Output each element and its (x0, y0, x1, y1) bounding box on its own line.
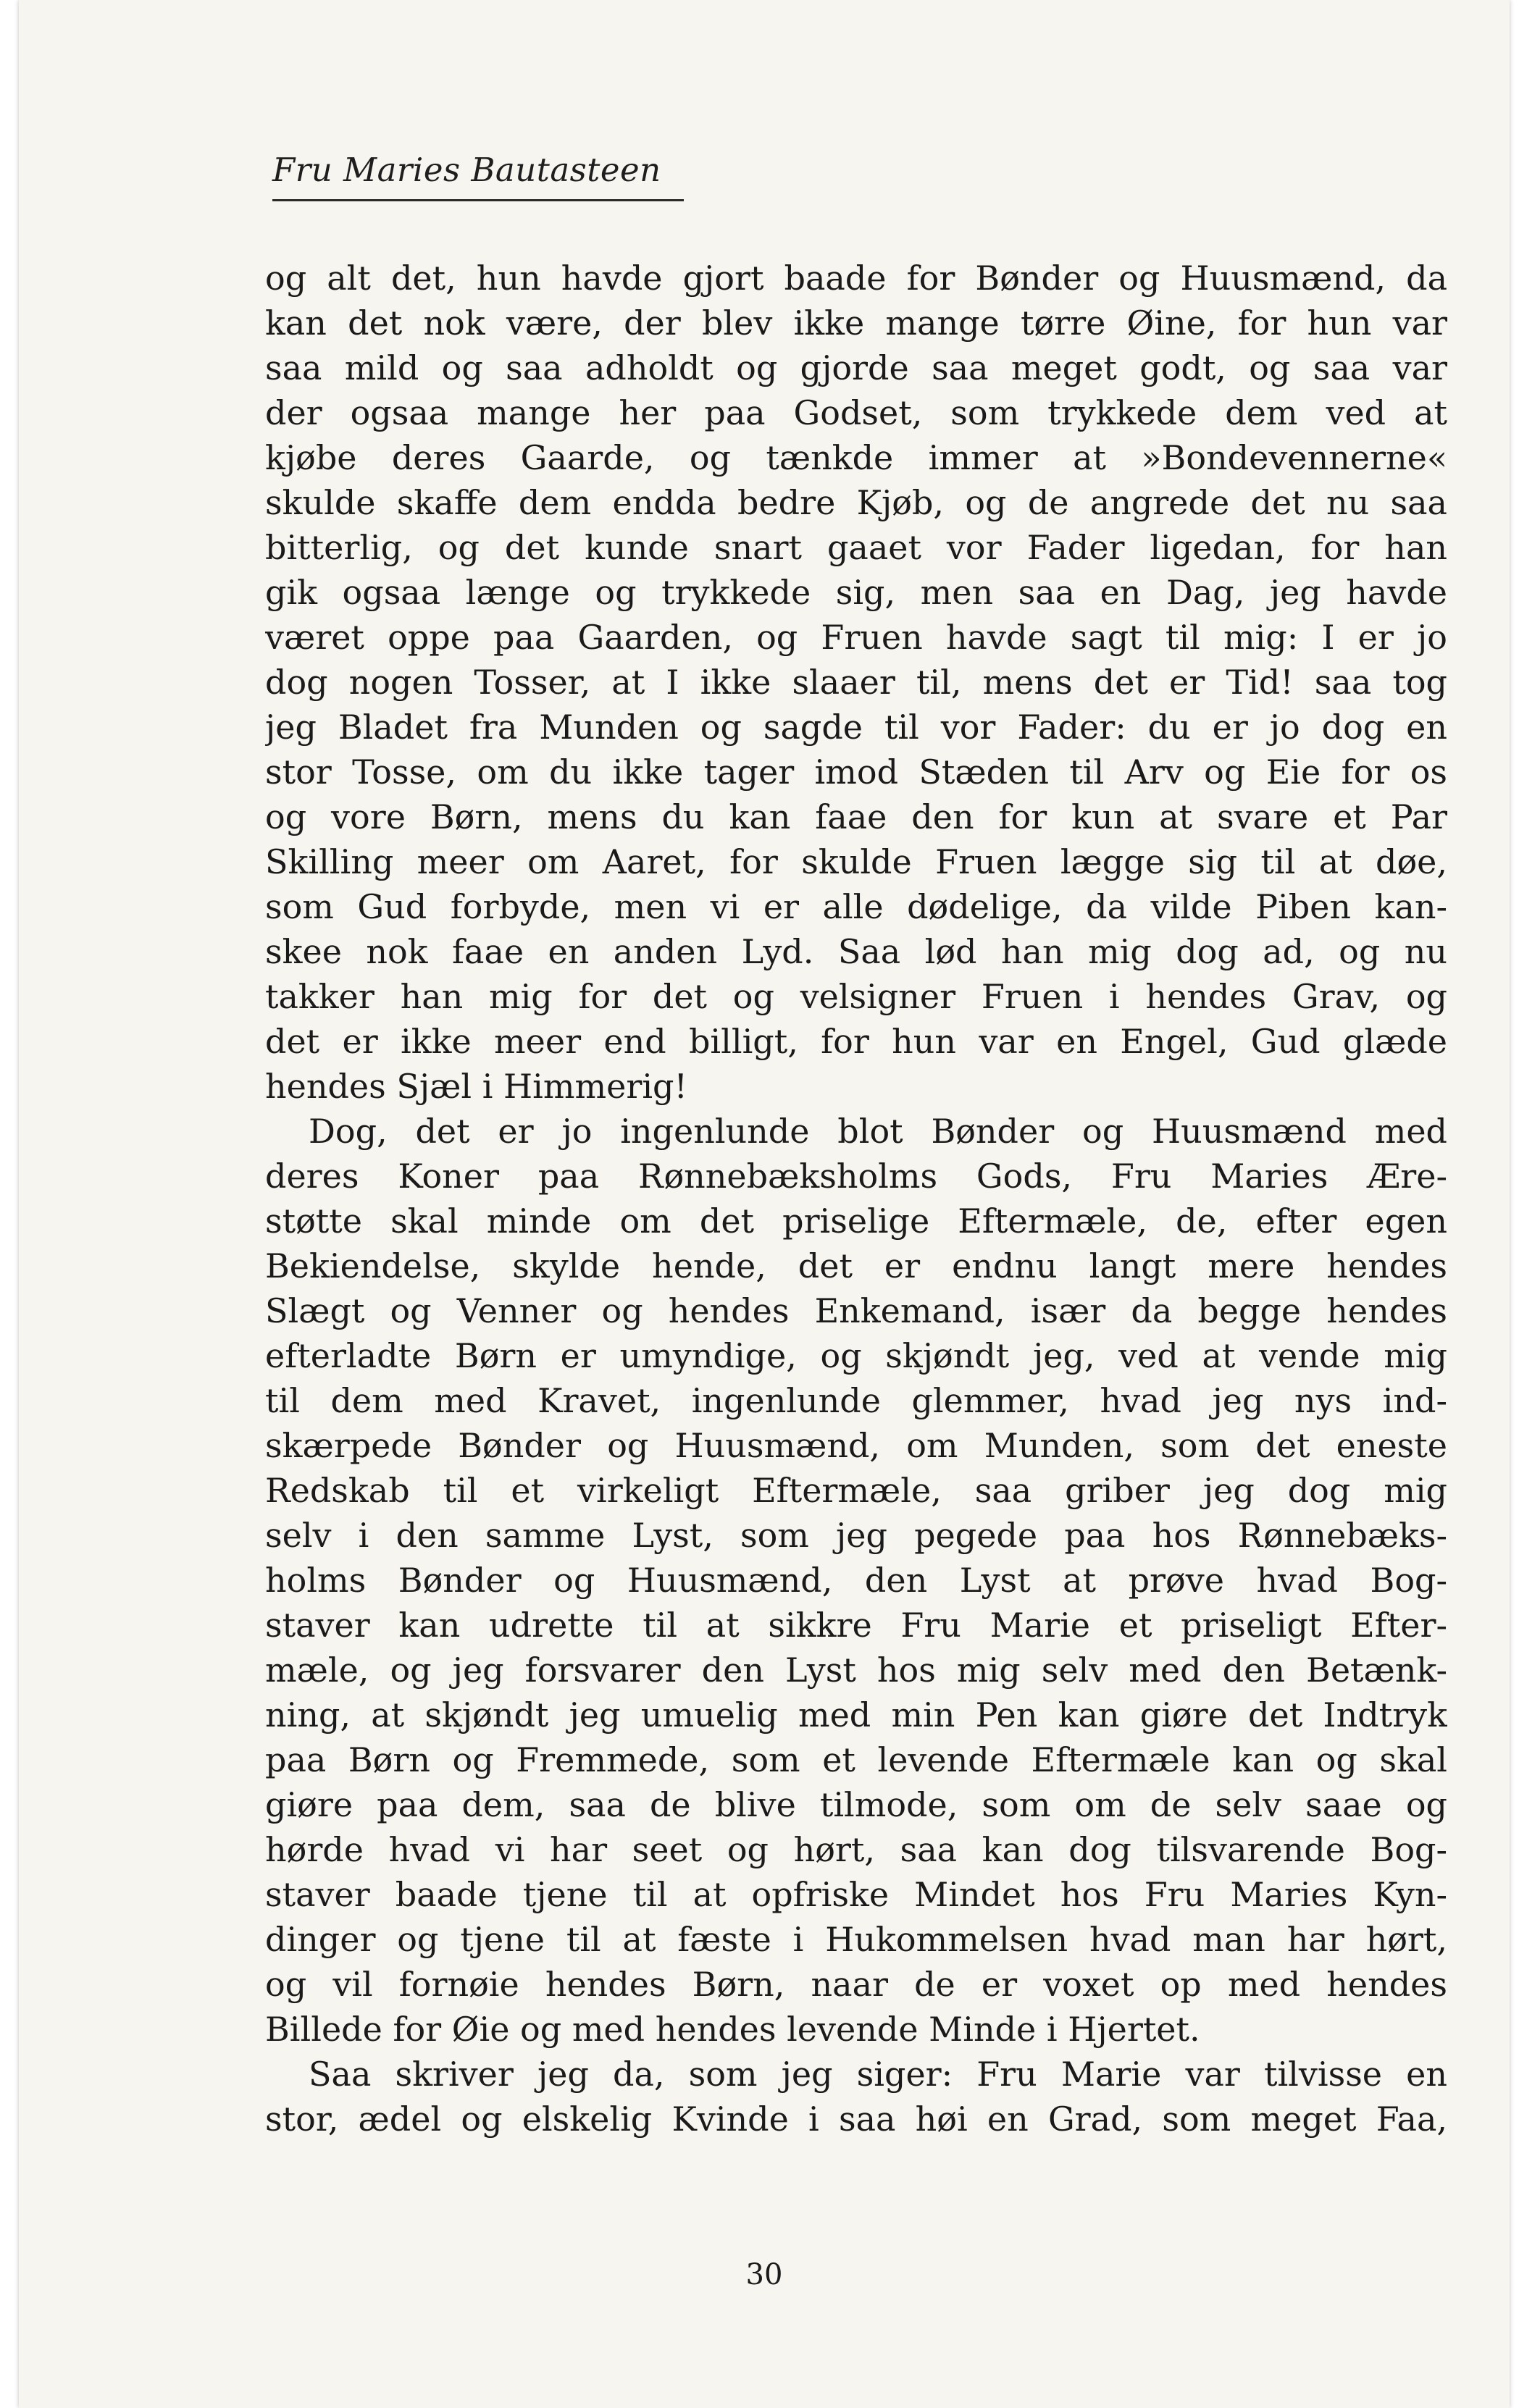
text-line: stor Tosse, om du ikke tager imod Stæden til Arv og Eie for os (265, 752, 1447, 792)
text-line: paa Børn og Fremmede, som et levende Eftermæle kan og skal (265, 1740, 1447, 1779)
text-line: takker han mig for det og velsigner Fruen i hendes Grav, og (265, 977, 1447, 1016)
text-line: som Gud forbyde, men vi er alle dødelige, da vilde Piben kan- (265, 887, 1447, 926)
text-line: ning, at skjøndt jeg umuelig med min Pen kan giøre det Indtryk (265, 1695, 1447, 1734)
text-line: dog nogen Tosser, at I ikke slaaer til, mens det er Tid! saa tog (265, 663, 1447, 702)
text-line: Redskab til et virkeligt Eftermæle, saa griber jeg dog mig (265, 1471, 1447, 1510)
text-line: staver kan udrette til at sikkre Fru Marie et priseligt Efter- (265, 1606, 1447, 1645)
paragraph-first-line: Saa skriver jeg da, som jeg siger: Fru Marie var tilvisse en (309, 2055, 1447, 2094)
book-page (19, 0, 1510, 2408)
text-line: jeg Bladet fra Munden og sagde til vor Fader: du er jo dog en (265, 708, 1447, 747)
text-line: kjøbe deres Gaarde, og tænkde immer at »Bondevennerne« (265, 438, 1447, 477)
text-line: og vore Børn, mens du kan faae den for kun at svare et Par (265, 797, 1447, 836)
text-line: staver baade tjene til at opfriske Mindet hos Fru Maries Kyn- (265, 1875, 1447, 1914)
text-line: kan det nok være, der blev ikke mange tørre Øine, for hun var (265, 303, 1447, 343)
text-line: holms Bønder og Huusmænd, den Lyst at prøve hvad Bog- (265, 1561, 1447, 1600)
text-line: Skilling meer om Aaret, for skulde Fruen lægge sig til at døe, (265, 842, 1447, 881)
text-line: giøre paa dem, saa de blive tilmode, som om de selv saae og (265, 1785, 1447, 1824)
text-line: efterladte Børn er umyndige, og skjøndt jeg, ved at vende mig (265, 1336, 1447, 1375)
text-line: og alt det, hun havde gjort baade for Bønder og Huusmænd, da (265, 259, 1447, 298)
text-line: dinger og tjene til at fæste i Hukommelsen hvad man har hørt, (265, 1920, 1447, 1959)
text-line: gik ogsaa længe og trykkede sig, men saa en Dag, jeg havde (265, 573, 1447, 612)
text-line: deres Koner paa Rønnebæksholms Gods, Fru Maries Ære- (265, 1157, 1447, 1196)
text-line: hørde hvad vi har seet og hørt, saa kan dog tilsvarende Bog- (265, 1830, 1447, 1869)
text-line: skulde skaffe dem endda bedre Kjøb, og de angrede det nu saa (265, 483, 1447, 522)
header-underline (272, 199, 684, 201)
text-line: til dem med Kravet, ingenlunde glemmer, hvad jeg nys ind- (265, 1381, 1447, 1420)
text-line: været oppe paa Gaarden, og Fruen havde sagt til mig: I er jo (265, 618, 1447, 657)
text-line: mæle, og jeg forsvarer den Lyst hos mig selv med den Betænk- (265, 1650, 1447, 1690)
paragraph-first-line: Dog, det er jo ingenlunde blot Bønder og Huusmænd med (309, 1112, 1447, 1151)
text-line: skee nok faae en anden Lyd. Saa lød han mig dog ad, og nu (265, 932, 1447, 971)
running-header-title: Fru Maries Bautasteen (272, 151, 661, 189)
text-line: der ogsaa mange her paa Godset, som trykkede dem ved at (265, 393, 1447, 432)
text-line: hendes Sjæl i Himmerig! (265, 1067, 687, 1106)
text-line: stor, ædel og elskelig Kvinde i saa høi en Grad, som meget Faa, (265, 2099, 1447, 2139)
page-number: 30 (745, 2258, 783, 2291)
text-line: det er ikke meer end billigt, for hun var en Engel, Gud glæde (265, 1022, 1447, 1061)
text-line: Bekiendelse, skylde hende, det er endnu langt mere hendes (265, 1246, 1447, 1285)
text-line: Slægt og Venner og hendes Enkemand, især da begge hendes (265, 1291, 1447, 1330)
text-line: støtte skal minde om det priselige Eftermæle, de, efter egen (265, 1201, 1447, 1241)
text-line: og vil fornøie hendes Børn, naar de er voxet op med hendes (265, 1965, 1447, 2004)
text-line: saa mild og saa adholdt og gjorde saa meget godt, og saa var (265, 348, 1447, 387)
text-line: Billede for Øie og med hendes levende Minde i Hjertet. (265, 2010, 1200, 2049)
text-line: skærpede Bønder og Huusmænd, om Munden, som det eneste (265, 1426, 1447, 1465)
text-line: selv i den samme Lyst, som jeg pegede paa hos Rønnebæks- (265, 1516, 1447, 1555)
text-line: bitterlig, og det kunde snart gaaet vor Fader ligedan, for han (265, 528, 1447, 567)
